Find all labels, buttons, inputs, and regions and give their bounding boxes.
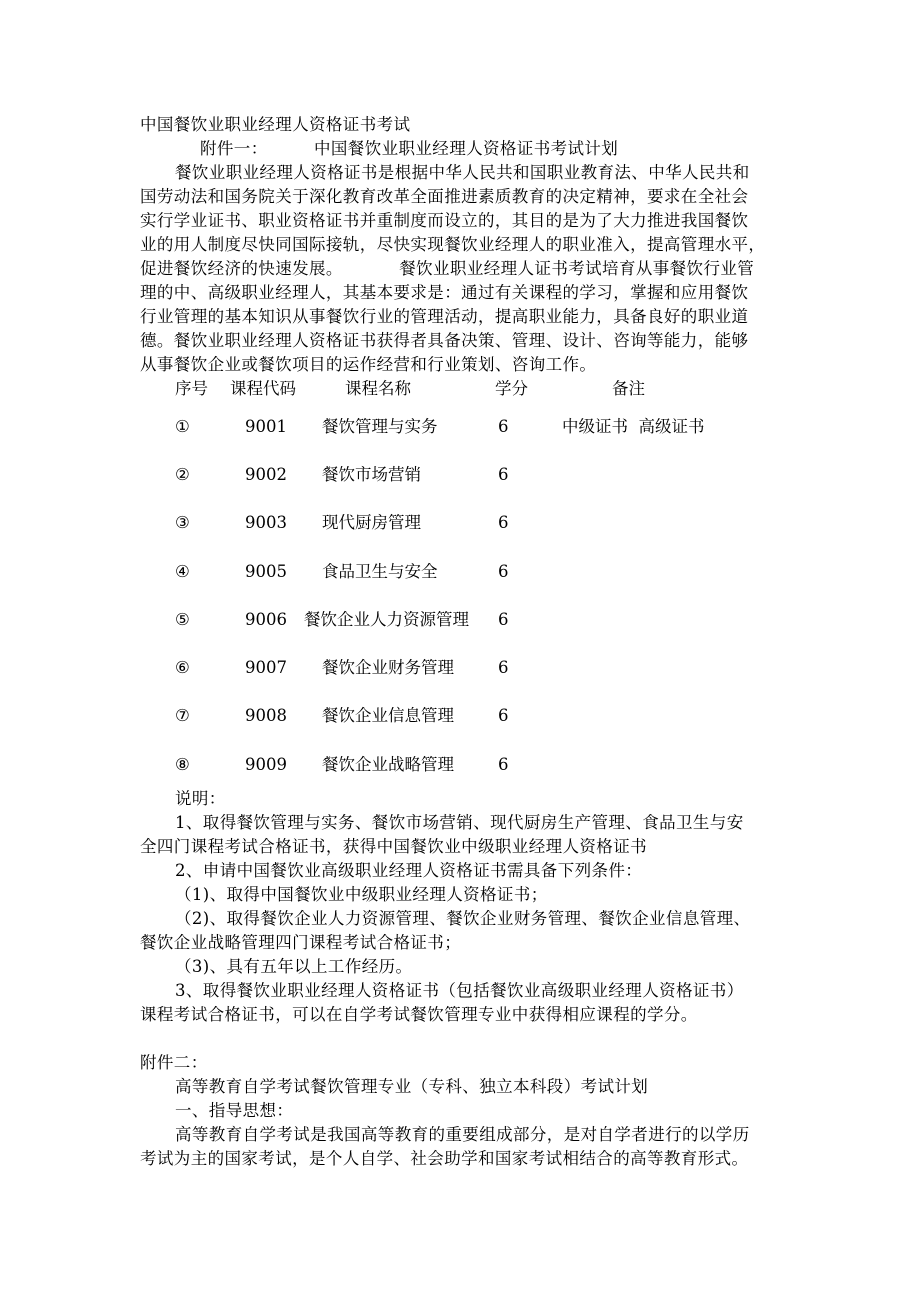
cell-code: 9009	[245, 755, 287, 774]
cell-code: 9007	[245, 658, 287, 677]
cell-name: 食品卫生与安全	[322, 562, 438, 581]
cell-name: 餐饮企业财务管理	[322, 658, 454, 677]
header-no: 序号	[175, 379, 208, 398]
cell-name: 餐饮企业人力资源管理	[304, 610, 469, 629]
paragraph-line: 高等教育自学考试是我国高等教育的重要组成部分，是对自学者进行的以学历	[175, 1125, 750, 1144]
intro-line: 国劳动法和国务院关于深化教育改革全面推进素质教育的决定精神，要求在全社会	[140, 187, 749, 206]
cell-name: 餐饮市场营销	[322, 465, 421, 484]
note-line: （3)、具有五年以上工作经历。	[175, 957, 413, 976]
attachment1-title: 中国餐饮业职业经理人资格证书考试计划	[314, 139, 619, 158]
note-line: 餐饮企业战略管理四门课程考试合格证书；	[140, 933, 462, 952]
note-line: （2)、取得餐饮企业人力资源管理、餐饮企业财务管理、餐饮企业信息管理、	[175, 909, 751, 928]
note-line: 2、申请中国餐饮业高级职业经理人资格证书需具备下列条件：	[175, 861, 643, 880]
cell-credit: 6	[498, 417, 509, 436]
header-code: 课程代码	[230, 379, 296, 398]
table-row	[0, 511, 920, 535]
cell-name: 餐饮企业战略管理	[322, 755, 454, 774]
cell-credit: 6	[498, 706, 509, 725]
cell-code: 9006	[245, 610, 287, 629]
cell-name: 餐饮企业信息管理	[322, 706, 454, 725]
note-line: 课程考试合格证书，可以在自学考试餐饮管理专业中获得相应课程的学分。	[140, 1005, 698, 1024]
cell-code: 9005	[245, 562, 287, 581]
cell-code: 9008	[245, 706, 287, 725]
intro-line: 理的中、高级职业经理人，其基本要求是：通过有关课程的学习，掌握和应用餐饮	[140, 283, 749, 302]
intro-line: 行业管理的基本知识从事餐饮行业的管理活动，提高职业能力，具备良好的职业道	[140, 307, 749, 326]
intro-line: 实行学业证书、职业资格证书并重制度而设立的，其目的是为了大力推进我国餐饮	[140, 211, 749, 230]
attachment2-label: 附件二：	[140, 1053, 208, 1072]
table-row	[0, 463, 920, 487]
document-title: 中国餐饮业职业经理人资格证书考试	[140, 115, 411, 134]
intro-line: 促进餐饮经济的快速发展。 餐饮业职业经理人证书考试培育从事餐饮行业管	[140, 259, 755, 278]
paragraph-line: 考试为主的国家考试，是个人自学、社会助学和国家考试相结合的高等教育形式。	[140, 1149, 749, 1168]
table-header	[0, 377, 920, 401]
cell-credit: 6	[498, 755, 509, 774]
cell-credit: 6	[498, 610, 509, 629]
note-line: 3、取得餐饮业职业经理人资格证书（包括餐饮业高级职业经理人资格证书）	[175, 981, 744, 1000]
intro-line: 德。餐饮业职业经理人资格证书获得者具备决策、管理、设计、咨询等能力，能够	[140, 331, 749, 350]
note-line: 1、取得餐饮管理与实务、餐饮市场营销、现代厨房生产管理、食品卫生与安	[175, 813, 744, 832]
table-row	[0, 415, 920, 439]
table-row	[0, 608, 920, 632]
cell-code: 9003	[245, 513, 287, 532]
header-name: 课程名称	[345, 379, 411, 398]
attachment1-label: 附件一：	[200, 139, 268, 158]
cell-no: ⑧	[175, 755, 190, 774]
intro-line: 餐饮业职业经理人资格证书是根据中华人民共和国职业教育法、中华人民共和	[175, 163, 750, 182]
note-line: 全四门课程考试合格证书，获得中国餐饮业中级职业经理人资格证书	[140, 837, 647, 856]
cell-credit: 6	[498, 465, 509, 484]
cell-credit: 6	[498, 513, 509, 532]
cell-credit: 6	[498, 658, 509, 677]
cell-name: 现代厨房管理	[322, 513, 421, 532]
intro-line: 从事餐饮企业或餐饮项目的运作经营和行业策划、咨询工作。	[140, 355, 597, 374]
cell-no: ③	[175, 513, 190, 532]
cell-note: 中级证书 高级证书	[562, 417, 705, 436]
cell-no: ①	[175, 417, 190, 436]
cell-no: ⑦	[175, 706, 190, 725]
table-row	[0, 560, 920, 584]
intro-line: 业的用人制度尽快同国际接轨，尽快实现餐饮业经理人的职业准入，提高管理水平，	[140, 235, 766, 254]
header-note: 备注	[612, 379, 645, 398]
cell-credit: 6	[498, 562, 509, 581]
section-heading: 一、指导思想：	[175, 1101, 294, 1120]
table-row	[0, 656, 920, 680]
cell-code: 9001	[245, 417, 287, 436]
cell-no: ⑤	[175, 610, 190, 629]
table-row	[0, 704, 920, 728]
table-row	[0, 753, 920, 777]
cell-name: 餐饮管理与实务	[322, 417, 438, 436]
cell-no: ②	[175, 465, 190, 484]
note-line: （1)、取得中国餐饮业中级职业经理人资格证书；	[175, 885, 548, 904]
header-credit: 学分	[495, 379, 528, 398]
cell-no: ⑥	[175, 658, 190, 677]
cell-no: ④	[175, 562, 190, 581]
cell-code: 9002	[245, 465, 287, 484]
notes-heading: 说明：	[175, 789, 226, 808]
attachment2-title: 高等教育自学考试餐饮管理专业（专科、独立本科段）考试计划	[175, 1077, 649, 1096]
